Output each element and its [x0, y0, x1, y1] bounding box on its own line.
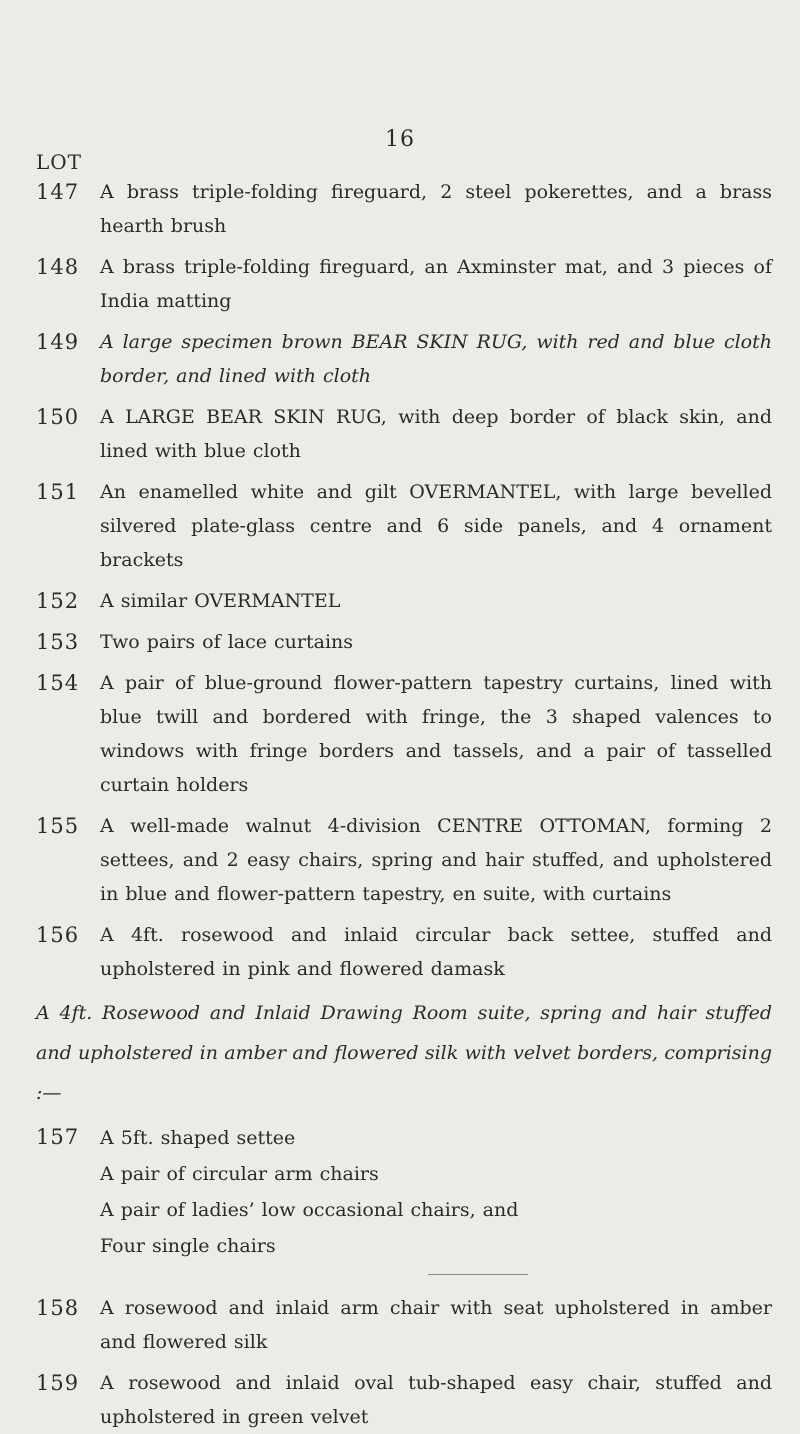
lot-entry-159 [0, 1366, 800, 1434]
suite-item-line: A pair of circular arm chairs [100, 1163, 379, 1185]
lot-description: A pair of blue-ground flower-pattern tapestry curtains, lined with blue twill and bordered with fringe, the 3 shaped valences to windows with fringe borders and tassels, and a pair of tasselled curtain holders [100, 672, 772, 796]
lot-entry-152 [0, 584, 800, 618]
lot-number: 147 [36, 180, 80, 204]
lot-description: A brass triple-folding fireguard, 2 steel pokerettes, and a brass hearth brush [100, 181, 772, 237]
lot-entry-158 [0, 1291, 800, 1359]
lot-number: 149 [36, 330, 80, 354]
lot-entry-151 [0, 475, 800, 577]
suite-heading: A 4ft. Rosewood and Inlaid Drawing Room suite, spring and hair stuffed and upholstered in amber and flowered silk with velvet borders, comprising :— [36, 1002, 772, 1104]
lot-number: 152 [36, 589, 80, 613]
lot-description: A LARGE BEAR SKIN RUG, with deep border of black skin, and lined with blue cloth [100, 406, 772, 462]
lot-number: 157 [36, 1125, 80, 1149]
lot-entry-150 [0, 400, 800, 468]
lot-column-header: LOT [36, 150, 83, 174]
separator-rule [428, 1274, 528, 1275]
lot-description: A large specimen brown BEAR SKIN RUG, with red and blue cloth border, and lined with cloth [100, 331, 772, 387]
suite-item-line: Four single chairs [100, 1235, 276, 1257]
lot-number: 155 [36, 814, 80, 838]
page-number: 16 [385, 127, 415, 152]
lot-number: 151 [36, 480, 80, 504]
lot-entry-147 [0, 175, 800, 243]
lot-number: 154 [36, 671, 80, 695]
lot-entry-149 [0, 325, 800, 393]
lot-number: 153 [36, 630, 80, 654]
lot-entry-157 [0, 1120, 800, 1264]
lot-description: A brass triple-folding fireguard, an Axminster mat, and 3 pieces of India matting [100, 256, 772, 312]
lot-description: A 4ft. rosewood and inlaid circular back settee, stuffed and upholstered in pink and flowered damask [100, 924, 772, 980]
lot-entry-156 [0, 918, 800, 986]
lot-number: 158 [36, 1296, 80, 1320]
lot-entry-153 [0, 625, 800, 659]
suite-item-line: A pair of ladies’ low occasional chairs, and [100, 1199, 519, 1221]
lot-description: Two pairs of lace curtains [100, 631, 354, 653]
lot-description: A similar OVERMANTEL [100, 590, 341, 612]
lot-description: A well-made walnut 4-division CENTRE OTTOMAN, forming 2 settees, and 2 easy chairs, spring and hair stuffed, and upholstered in blue and flower-pattern tapestry, en suite, with curtains [100, 815, 772, 905]
lot-number: 156 [36, 923, 80, 947]
lot-entry-154 [0, 666, 800, 802]
lot-description: A rosewood and inlaid oval tub-shaped easy chair, stuffed and upholstered in green velvet [100, 1372, 772, 1428]
lot-number: 150 [36, 405, 80, 429]
lot-description: An enamelled white and gilt OVERMANTEL, with large bevelled silvered plate-glass centre and 6 side panels, and 4 ornament brackets [100, 481, 772, 571]
lot-entry-155 [0, 809, 800, 911]
lot-list [0, 175, 800, 1434]
lot-description: A rosewood and inlaid arm chair with seat upholstered in amber and flowered silk [100, 1297, 772, 1353]
lot-number: 148 [36, 255, 80, 279]
lot-entry-148 [0, 250, 800, 318]
lot-number: 159 [36, 1371, 80, 1395]
suite-item-line: A 5ft. shaped settee [100, 1127, 296, 1149]
lot-description [100, 1120, 772, 1264]
